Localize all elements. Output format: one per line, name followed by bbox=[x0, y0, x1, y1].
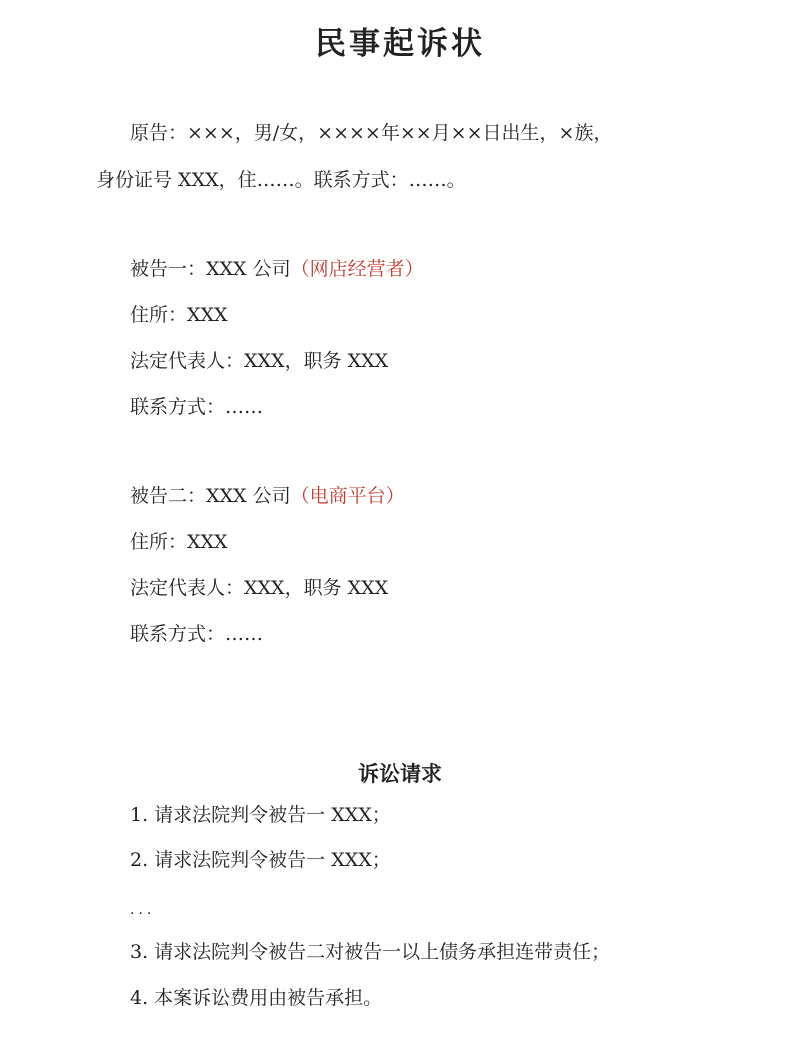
defendant-2-address: 住所：XXX bbox=[130, 531, 228, 553]
claim-item: 3. 请求法院判令被告二对被告一以上债务承担连带责任； bbox=[130, 941, 611, 963]
defendant-2-representative: 法定代表人：XXX，职务 XXX bbox=[130, 577, 389, 599]
plaintiff-line-2: 身份证号 XXX，住……。联系方式：……。 bbox=[96, 169, 466, 191]
claims-heading: 诉讼请求 bbox=[358, 762, 442, 786]
defendant-1-role-note: （网店经营者） bbox=[290, 258, 424, 280]
defendant-1-name-prefix: 被告一：XXX 公司 bbox=[130, 258, 291, 280]
plaintiff-line-1: 原告：×××，男/女，××××年××月××日出生，×族， bbox=[130, 122, 613, 144]
claim-ellipsis: ... bbox=[130, 902, 156, 918]
claim-item: 2. 请求法院判令被告一 XXX； bbox=[130, 849, 391, 871]
document-title: 民事起诉状 bbox=[315, 26, 485, 62]
claim-item: 1. 请求法院判令被告一 XXX； bbox=[130, 804, 391, 826]
defendant-1-address: 住所：XXX bbox=[130, 304, 228, 326]
defendant-1-contact: 联系方式：…… bbox=[130, 396, 264, 418]
defendant-1-representative: 法定代表人：XXX，职务 XXX bbox=[130, 350, 389, 372]
defendant-2-contact: 联系方式：…… bbox=[130, 623, 264, 645]
defendant-2-name bbox=[130, 482, 405, 510]
defendant-1-name bbox=[130, 255, 424, 283]
defendant-2-role-note: （电商平台） bbox=[290, 485, 405, 507]
defendant-2-name-prefix: 被告二：XXX 公司 bbox=[130, 485, 291, 507]
claim-item: 4. 本案诉讼费用由被告承担。 bbox=[130, 987, 383, 1009]
